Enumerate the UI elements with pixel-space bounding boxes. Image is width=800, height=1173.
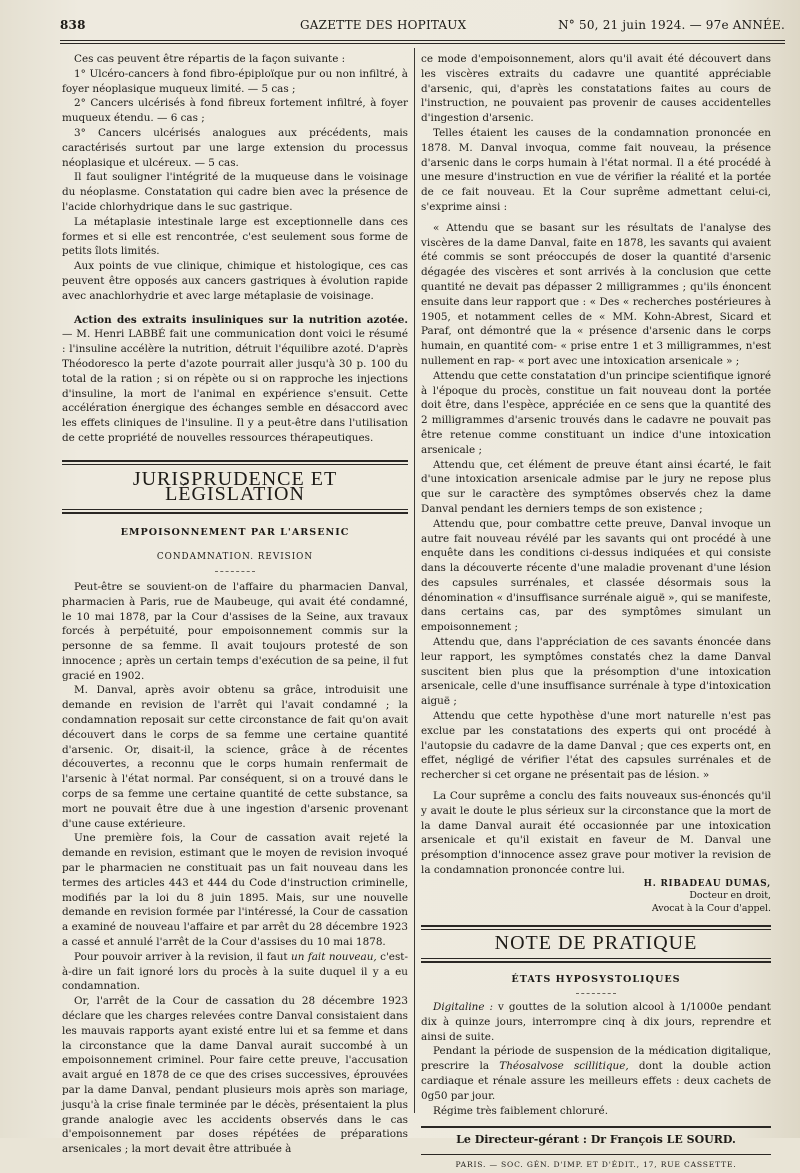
- paragraph: [421, 1044, 771, 1103]
- list-item: 1° Ulcéro-cancers à fond fibro-épiploïque pur ou non infiltré, à foyer néoplasique muqueux limité. — 5 cas ;: [62, 67, 408, 95]
- list-item: 3° Cancers ulcérisés analogues aux précédents, mais caractérisés surtout par une large extension du processus néoplasique et ulcéreux. — 5 cas.: [62, 126, 408, 169]
- issue-info: N° 50, 21 juin 1924. — 97e ANNÉE.: [558, 18, 785, 32]
- article-subtitle: CONDAMNATION. REVISION: [156, 552, 314, 563]
- quote-paragraph: « Attendu que se basant sur les résultats de l'analyse des viscères de la dame Danval, faite en 1878, les savants qui avaient été commis se sont préoccupés de doser la quantité d'arsenic dégagée des viscères et sont arrivés à la conclusion que cette quantité ne devait pas dépasser 2 milligrammes ; qu'ils énoncent ensuite dans leur rapport que : « Des « recherches postérieures à 1905, et notamment celles de « MM. Kohn-Abrest, Sicard et Paraf, ont démontré que la « présence d'arsenic dans le corps humain, en quantité com- « prise entre 1 et 3 milligrammes, n'est nullement en rap- « port avec une intoxication arsenicale » ;: [421, 221, 771, 367]
- text-run: v gouttes de la solution alcool à 1/1000e pendant dix à quinze jours, interrompre cinq à dix jours, reprendre et ainsi de suite.: [421, 1000, 771, 1043]
- text-run: Pour pouvoir arriver à la revision, il faut: [74, 950, 292, 963]
- paragraph: [62, 950, 408, 994]
- quote-paragraph: Attendu que, cet élément de preuve étant ainsi écarté, le fait d'une intoxication arsenicale admise par le jury ne repose plus que sur le caractère des symptômes observés chez la dame Danval pendant les derniers temps de son existence ;: [421, 458, 771, 515]
- column-divider: [414, 48, 415, 1113]
- text-run: Pendant la période de suspension de la médication digitalique, prescrire la: [421, 1045, 771, 1073]
- text-run-italic: Digitaline :: [433, 1000, 493, 1013]
- text-run: dont la double action cardiaque et rénale assure les meilleurs effets : deux cachets de 0g50 par jour.: [421, 1060, 771, 1102]
- paragraph: La Cour suprême a conclu des faits nouveaux sus-énoncés qu'il y avait le doute le plus sérieux sur la circonstance que la mort de la dame Danval aurait été occasionnée par une intoxication arsenicale et qu'il existait en faveur de M. Danval une présomption d'innocence assez grave pour motiver la revision de la condamnation prononcée contre lui.: [421, 790, 771, 877]
- signature: [421, 878, 771, 916]
- article-title: EMPOISONNEMENT PAR L'ARSENIC: [120, 527, 350, 539]
- paragraph: La métaplasie intestinale large est exceptionnelle dans ces formes et si elle est rencontrée, c'est seulement sous forme de petits îlots limités.: [62, 215, 408, 258]
- quote-paragraph: Attendu que cette constatation d'un principe scientifique ignoré à l'époque du procès, constitue un fait nouveau dont la portée doit être, dans l'espèce, appréciée en ce sens que la quantité des 2 milligrammes d'arsenic trouvés dans le cadavre ne pouvait pas être retenue comme constituant un indice d'une intoxication arsenicale ;: [421, 369, 771, 456]
- page-header: [60, 14, 785, 36]
- section-title-note: NOTE DE PRATIQUE: [494, 932, 698, 955]
- quote-paragraph: Attendu que, pour combattre cette preuve, Danval invoque un autre fait nouveau révélé par les savants qui ont procédé à une enquête dans les conditions ci-dessus indiquées et qui consiste dans la découverte récente d'une maladie provenant d'une lésion des capsules surrénales, et classée désormais sous la dénomination « d'insuffisance surrénale aiguë », qui se manifeste, dans certains cas, par des symptômes simulant un empoisonnement ;: [421, 517, 771, 634]
- header-rule-thin: [60, 43, 785, 44]
- list-item: 2° Cancers ulcérisés à fond fibreux fortement infiltré, à foyer muqueux étendu. — 6 cas ;: [62, 97, 408, 125]
- insulin-section: [62, 313, 408, 446]
- imprint-line: PARIS. — SOC. GÉN. D'IMP. ET D'ÉDIT., 17, RUE CASSETTE.: [455, 1160, 737, 1170]
- quote-paragraph: Attendu que cette hypothèse d'une mort naturelle n'est pas exclue par les constatations des experts qui ont procédé à l'autopsie du cadavre de la dame Danval ; que ces experts ont, en effet, négligé de vérifier l'état des capsules surrénales et de rechercher si cet organe ne présentait pas de lésion. »: [421, 710, 771, 782]
- paragraph: Régime très faiblement chloruré.: [433, 1104, 609, 1117]
- paragraph: Peut-être se souvient-on de l'affaire du pharmacien Danval, pharmacien à Paris, rue de Maubeuge, qui avait été condamné, le 10 mai 1878, par la Cour d'assises de la Seine, aux travaux forcés à perpétuité, pour empoisonnement commis sur la personne de sa femme. Il avait toujours protesté de son innocence ; après un certain temps d'exécution de sa peine, il fut gracié en 1902.: [62, 580, 408, 682]
- paragraph: M. Danval, après avoir obtenu sa grâce, introduisit une demande en revision de l'arrêt qui l'avait condamné ; la condamnation reposait sur cette circonstance de fait qu'on avait découvert dans le corps de sa femme une certaine quantité d'arsenic. Or, disait-il, la science, grâce à de récentes découvertes, a reconnu que le corps humain renfermait de l'arsenic à l'état normal. Par conséquent, si on a trouvé dans le corps de sa femme une certaine quantité de cette substance, sa mort ne pouvait être due à une ingestion d'arsenic provenant d'une cause extérieure.: [62, 684, 408, 830]
- paragraph: Une première fois, la Cour de cassation avait rejeté la demande en revision, estimant que le moyen de revision invoqué par le pharmacien ne constituait pas un fait nouveau dans les termes des articles 443 et 444 du Code d'instruction criminelle, modifiés par la loi du 8 juin 1895. Mais, sur une nouvelle demande en revision formée par l'intéressé, la Cour de cassation a examiné de nouveau l'affaire et par arrêt du 28 décembre 1923 a cassé et annulé l'arrêt de la Cour d'assises du 10 mai 1878.: [62, 832, 408, 949]
- article-title: ÉTATS HYPOSYSTOLIQUES: [511, 974, 681, 986]
- author-name: H. RIBADEAU DUMAS,: [643, 878, 771, 889]
- paragraph: [421, 1000, 771, 1044]
- paragraph: Telles étaient les causes de la condamnation prononcée en 1878. M. Danval invoqua, comme fait nouveau, la présence d'arsenic dans le corps humain à l'état normal. Il a été procédé à une mesure d'instruction en vue de vérifier la réalité et la portée de ce fait nouveau. Et la Cour suprême admettant celui-ci, s'exprime ainsi :: [421, 126, 771, 213]
- paragraph: Aux points de vue clinique, chimique et histologique, ces cas peuvent être opposés aux cancers gastriques à évolution rapide avec anachlorhydrie et avec large métaplasie de voisinage.: [62, 260, 408, 302]
- journal-title: GAZETTE DES HOPITAUX: [300, 18, 467, 32]
- left-column: [62, 52, 408, 1157]
- quote-paragraph: Attendu que, dans l'appréciation de ces savants énoncée dans leur rapport, les symptômes constatés chez la dame Danval suscitent bien plus que la présomption d'une intoxication arsenicale, celle d'une insuffisance surrénale à type d'intoxication aiguë ;: [421, 636, 771, 708]
- paragraph: Or, l'arrêt de la Cour de cassation du 28 décembre 1923 déclare que les charges relevées contre Danval consistaient dans les mauvais rapports ayant existé entre lui et sa femme et dans la circonstance que la dame Danval aurait succombé à un empoisonnement criminel. Pour faire cette preuve, l'accusation avait argué en 1878 de ce que des crises successives, éprouvées par la dame Danval, pendant plusieurs mois après son mariage, jusqu'à la crise finale terminée par le décès, présentaient la plus grande analogie avec les accidents observés dans le cas d'empoisonnement par doses répétées de préparations arsenicales ; la mort devait être attribuée à: [62, 995, 408, 1156]
- right-column: [421, 52, 771, 1173]
- text-run-italic: un fait nouveau,: [291, 950, 377, 963]
- text-run: c'est-à-dire un fait ignoré lors du procès à la suite duquel il y a eu condamnation.: [62, 950, 408, 993]
- section-rule-thin: [421, 958, 771, 959]
- page-number: 838: [60, 18, 86, 32]
- header-rule: [60, 40, 785, 41]
- section-rule: [62, 460, 408, 462]
- author-title: Docteur en droit,: [689, 890, 771, 902]
- paragraph: ce mode d'empoisonnement, alors qu'il avait été découvert dans les viscères extraits du cadavre une quantité appréciable d'arsenic, qui, d'après les constatations faites au cours de l'instruction, ne pouvaient pas provenir de causes accidentelles d'ingestion d'arsenic.: [421, 53, 771, 125]
- paragraph: Il faut souligner l'intégrité de la muqueuse dans le voisinage du néoplasme. Constatation qui cadre bien avec la présence de l'acide chlorhydrique dans le suc gastrique.: [62, 171, 408, 213]
- director-line: Le Directeur-gérant : Dr François LE SOURD.: [456, 1133, 736, 1147]
- section-rule: [421, 925, 771, 927]
- section-rule-thin: [62, 509, 408, 510]
- author-title: Avocat à la Cour d'appel.: [651, 902, 771, 914]
- section-title-jurisprudence: JURISPRUDENCE ET LÉGISLATION: [132, 467, 338, 505]
- text-run-italic: Théosalvose scillitique,: [499, 1060, 629, 1073]
- insulin-title: Action des extraits insuliniques sur la nutrition azotée.: [74, 313, 408, 326]
- paragraph: Ces cas peuvent être répartis de la façon suivante :: [74, 53, 346, 65]
- insulin-text: — M. Henri LABBÉ fait une communication dont voici le résumé : l'insuline accélère la nutrition, détruit l'équilibre azoté. D'après Théodoresco la perte d'azote pourrait aller jusqu'à 30 p. 100 du total de la ration ; si on répète ou si on rapproche les injections d'insuline, la mort de l'animal en expérience s'ensuit. Cette accélération énergique des échanges semble en désaccord avec les effets cliniques de l'insuline. Il y a peut-être dans l'utilisation de cette propriété de nouvelles ressources thérapeutiques.: [62, 328, 408, 444]
